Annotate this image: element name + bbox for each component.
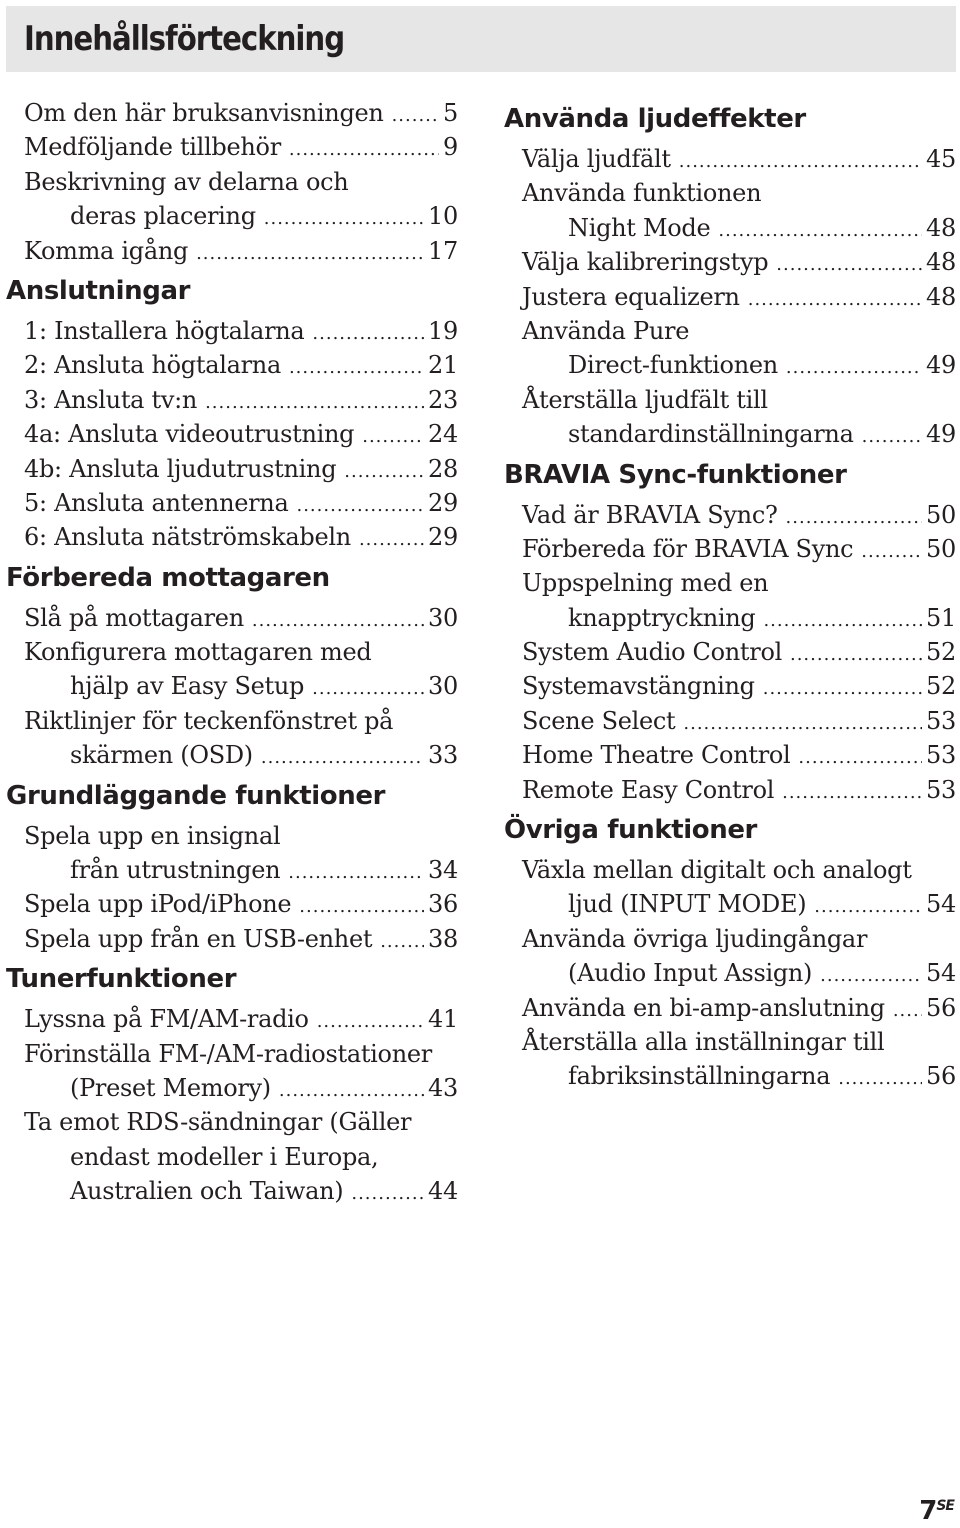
toc-entry-page: 56 [926, 993, 956, 1022]
toc-entry-label: Remote Easy Control [522, 775, 775, 804]
toc-section [6, 96, 458, 268]
dot-leader [351, 1177, 424, 1211]
toc-entry-page: 54 [926, 959, 956, 988]
dot-leader [786, 501, 923, 535]
toc-entry-page: 38 [428, 924, 458, 953]
toc-section [504, 458, 956, 808]
dot-leader [893, 994, 922, 1028]
title-bar [6, 6, 956, 72]
dot-leader [776, 248, 922, 282]
dot-leader [786, 351, 922, 385]
toc-entry-line [504, 532, 956, 566]
toc-entry-label: Konfigurera mottagaren med [24, 638, 372, 667]
toc-entry[interactable] [6, 887, 458, 921]
toc-entry-line [6, 199, 458, 233]
toc-entry-line [6, 669, 458, 703]
toc-entry-line [6, 738, 458, 772]
toc-entry-line [6, 704, 458, 738]
toc-entry-line [6, 314, 458, 348]
toc-section [504, 813, 956, 1094]
toc-entry[interactable] [504, 314, 956, 383]
toc-entry-label: Medföljande tillbehör [24, 133, 281, 162]
toc-entry-label: knapptryckning [568, 603, 756, 632]
toc-entry-line [6, 383, 458, 417]
toc-entry-line [6, 819, 458, 853]
toc-entry-line [6, 417, 458, 451]
toc-entry[interactable] [504, 922, 956, 991]
toc-entry-label: skärmen (OSD) [70, 741, 253, 770]
toc-entry[interactable] [504, 704, 956, 738]
toc-entry-page: 49 [926, 420, 956, 449]
toc-entry-line [6, 1140, 458, 1174]
toc-entry-line [504, 314, 956, 348]
toc-entry-label: hjälp av Easy Setup [70, 672, 305, 701]
toc-entry-line [504, 991, 956, 1025]
dot-leader [380, 925, 424, 959]
toc-entry-line [504, 1059, 956, 1093]
toc-entry[interactable] [504, 532, 956, 566]
toc-entry-label: standardinställningarna [568, 420, 854, 449]
toc-entry-page: 28 [428, 454, 458, 483]
toc-entry-line [6, 1071, 458, 1105]
toc-entry-page: 30 [428, 672, 458, 701]
dot-leader [288, 856, 424, 890]
toc-entry[interactable] [6, 314, 458, 348]
dot-leader [362, 420, 424, 454]
toc-entry[interactable] [6, 234, 458, 268]
toc-entry[interactable] [504, 176, 956, 245]
toc-entry-label: Australien och Taiwan) [70, 1177, 344, 1206]
toc-entry-page: 48 [926, 282, 956, 311]
dot-leader [679, 145, 922, 179]
toc-entry[interactable] [6, 601, 458, 635]
toc-entry-label: 3: Ansluta tv:n [24, 385, 198, 414]
toc-entry[interactable] [504, 498, 956, 532]
toc-entry-label: Växla mellan digitalt och analogt [522, 856, 912, 885]
toc-entry-page: 41 [428, 1005, 458, 1034]
toc-entry-line [6, 635, 458, 669]
dot-leader [763, 604, 922, 638]
toc-entry-page: 49 [926, 351, 956, 380]
dot-leader [798, 741, 922, 775]
toc-entry-line [504, 498, 956, 532]
toc-entry-line [6, 234, 458, 268]
toc-entry-label: 4a: Ansluta videoutrustning [24, 420, 355, 449]
dot-leader [252, 604, 424, 638]
toc-entry-line [504, 601, 956, 635]
toc-entry[interactable] [504, 853, 956, 922]
toc-entry[interactable] [6, 417, 458, 451]
toc-entry-page: 9 [443, 133, 458, 162]
toc-entry-label: Uppspelning med en [522, 569, 769, 598]
toc-entry-label: 2: Ansluta högtalarna [24, 351, 281, 380]
toc-entry-line [6, 887, 458, 921]
toc-entry-label: Använda övriga ljudingångar [522, 924, 868, 953]
toc-section [6, 274, 458, 555]
toc-entry-line [6, 165, 458, 199]
toc-entry[interactable] [504, 383, 956, 452]
toc-section [6, 779, 458, 957]
toc-entry[interactable] [504, 773, 956, 807]
toc-entry[interactable] [504, 1025, 956, 1094]
toc-section [6, 561, 458, 773]
toc-entry[interactable] [6, 452, 458, 486]
toc-entry-line [504, 245, 956, 279]
toc-entry-page: 29 [428, 523, 458, 552]
toc-entry[interactable] [504, 669, 956, 703]
section-heading: Tunerfunktioner [6, 964, 237, 995]
toc-entry[interactable] [504, 991, 956, 1025]
toc-entry-line [6, 853, 458, 887]
toc-entry-line [504, 348, 956, 382]
section-heading: Grundläggande funktioner [6, 780, 386, 811]
toc-entry-label: (Preset Memory) [70, 1073, 271, 1102]
toc-entry-page: 23 [428, 385, 458, 414]
dot-leader [317, 1005, 424, 1039]
dot-leader [296, 489, 424, 523]
toc-entry-page: 50 [926, 500, 956, 529]
toc-entry-line [504, 853, 956, 887]
section-heading: BRAVIA Sync-funktioner [504, 459, 847, 490]
dot-leader [279, 1074, 424, 1108]
toc-entry-label: 4b: Ansluta ljudutrustning [24, 454, 337, 483]
dot-leader [289, 351, 424, 385]
toc-entry-label: Använda funktionen [522, 179, 762, 208]
dot-leader [718, 214, 922, 248]
dot-leader [196, 237, 424, 271]
toc-entry[interactable] [504, 245, 956, 279]
toc-entry-label: Använda en bi-amp-anslutning [522, 993, 885, 1022]
toc-entry-page: 34 [428, 856, 458, 885]
page-number [919, 1496, 954, 1526]
dot-leader [683, 707, 922, 741]
toc-entry-label: Återställa ljudfält till [522, 385, 768, 414]
toc-entry-line [504, 922, 956, 956]
dot-leader [264, 202, 424, 236]
toc-column-right [504, 96, 956, 1094]
toc-entry-line [504, 280, 956, 314]
toc-section [504, 102, 956, 452]
toc-entry[interactable] [6, 1037, 458, 1106]
toc-entry-label: Systemavstängning [522, 672, 755, 701]
toc-entry[interactable] [6, 348, 458, 382]
toc-entry-line [504, 738, 956, 772]
dot-leader [763, 672, 922, 706]
toc-entry-line [504, 176, 956, 210]
toc-entry-label: Night Mode [568, 213, 711, 242]
toc-entry-label: Om den här bruksanvisningen [24, 99, 384, 127]
section-heading: Övriga funktioner [504, 815, 757, 846]
dot-leader [261, 741, 424, 775]
section-heading: Använda ljudeffekter [504, 104, 806, 134]
toc-entry-page: 52 [926, 638, 956, 667]
toc-entry-line [6, 96, 458, 130]
toc-entry-label: 5: Ansluta antennerna [24, 488, 289, 517]
dot-leader [790, 638, 922, 672]
toc-entry-page: 53 [926, 775, 956, 804]
dot-leader [289, 133, 439, 167]
dot-leader [814, 890, 922, 924]
dot-leader [392, 99, 439, 133]
toc-entry-line [6, 1105, 458, 1139]
page-number-value: 7 [919, 1496, 937, 1526]
section-heading: Förbereda mottagaren [6, 562, 330, 593]
toc-entry-line [504, 669, 956, 703]
toc-entry-line [6, 1174, 458, 1208]
toc-entry-line [6, 1002, 458, 1036]
toc-entry-label: Använda Pure [522, 316, 690, 345]
toc-entry-page: 56 [926, 1062, 956, 1091]
toc-entry-page: 24 [428, 420, 458, 449]
toc-entry-page: 48 [926, 213, 956, 242]
toc-entry[interactable] [504, 142, 956, 176]
toc-entry-label: System Audio Control [522, 638, 782, 667]
toc-entry-line [504, 566, 956, 600]
page-title: Innehållsförteckning [24, 19, 345, 59]
toc-entry-label: (Audio Input Assign) [568, 959, 813, 988]
toc-entry-label: Justera equalizern [522, 282, 740, 311]
toc-entry-label: Välja kalibreringstyp [522, 248, 769, 277]
toc-entry-line [6, 520, 458, 554]
toc-entry-label: från utrustningen [70, 856, 281, 885]
toc-entry-page: 21 [428, 351, 458, 380]
toc-entry-page: 51 [926, 603, 956, 632]
toc-entry-line [6, 452, 458, 486]
toc-entry-label: ljud (INPUT MODE) [568, 890, 807, 919]
toc-entry-page: 44 [428, 1177, 458, 1206]
dot-leader [861, 535, 922, 569]
toc-entry-label: Direct-funktionen [568, 351, 778, 380]
toc-entry-page: 29 [428, 488, 458, 517]
toc-entry[interactable] [6, 165, 458, 234]
toc-entry-label: Home Theatre Control [522, 741, 791, 770]
toc-entry-page: 43 [428, 1073, 458, 1102]
toc-entry-label: Förinställa FM-/AM-radiostationer [24, 1039, 432, 1068]
toc-entry-label: Spela upp iPod/iPhone [24, 890, 292, 919]
toc-entry-page: 45 [926, 145, 956, 173]
toc-entry-label: Återställa alla inställningar till [522, 1027, 885, 1056]
toc-entry-page: 54 [926, 890, 956, 919]
toc-entry-line [6, 486, 458, 520]
toc-entry-label: Slå på mottagaren [24, 603, 244, 632]
toc-entry-line [6, 1037, 458, 1071]
dot-leader [299, 890, 424, 924]
toc-section [6, 962, 458, 1208]
toc-entry-line [504, 635, 956, 669]
toc-entry-label: Förbereda för BRAVIA Sync [522, 534, 854, 563]
toc-entry-page: 53 [926, 741, 956, 770]
dot-leader [838, 1062, 922, 1096]
toc-entry-page: 36 [428, 890, 458, 919]
toc-entry-line [6, 922, 458, 956]
dot-leader [862, 420, 922, 454]
toc-entry-line [504, 211, 956, 245]
toc-entry[interactable] [504, 738, 956, 772]
toc-entry-page: 30 [428, 603, 458, 632]
dot-leader [820, 959, 922, 993]
toc-entry[interactable] [6, 486, 458, 520]
toc-entry-page: 17 [428, 236, 458, 265]
toc-entry[interactable] [504, 280, 956, 314]
section-heading: Anslutningar [6, 275, 191, 306]
toc-entry-line [504, 773, 956, 807]
toc-entry-label: Scene Select [522, 706, 676, 735]
toc-entry[interactable] [6, 96, 458, 130]
toc-entry-label: deras placering [70, 202, 256, 231]
page-number-suffix: SE [936, 1498, 954, 1514]
toc-entry-label: 1: Installera högtalarna [24, 316, 305, 345]
dot-leader [205, 386, 424, 420]
toc-entry[interactable] [6, 520, 458, 554]
toc-entry-label: Spela upp från en USB-enhet [24, 924, 373, 953]
toc-entry-line [504, 142, 956, 176]
dot-leader [748, 283, 922, 317]
toc-entry[interactable] [6, 819, 458, 888]
toc-entry-label: fabriksinställningarna [568, 1062, 831, 1091]
toc-entry[interactable] [6, 383, 458, 417]
toc-entry-page: 10 [428, 202, 458, 231]
toc-entry[interactable] [6, 1002, 458, 1036]
toc-entry[interactable] [6, 1105, 458, 1208]
toc-entry-line [6, 601, 458, 635]
toc-entry-label: Välja ljudfält [522, 145, 671, 173]
toc-entry-label: 6: Ansluta nätströmskabeln [24, 523, 351, 552]
toc-column-left [6, 96, 458, 1209]
toc-entry-line [6, 130, 458, 164]
toc-entry[interactable] [6, 704, 458, 773]
toc-entry[interactable] [504, 635, 956, 669]
toc-entry-page: 53 [926, 706, 956, 735]
toc-entry-line [504, 417, 956, 451]
dot-leader [344, 455, 424, 489]
toc-entry-page: 33 [428, 741, 458, 770]
dot-leader [312, 672, 424, 706]
toc-entry-line [504, 704, 956, 738]
toc-entry[interactable] [504, 566, 956, 635]
toc-entry-label: Komma igång [24, 236, 189, 265]
toc-entry-label: Vad är BRAVIA Sync? [522, 500, 778, 529]
toc-entry-label: Ta emot RDS-sändningar (Gäller [24, 1108, 412, 1137]
toc-entry-label: endast modeller i Europa, [70, 1142, 379, 1171]
toc-entry-label: Beskrivning av delarna och [24, 167, 349, 196]
toc-entry-line [504, 956, 956, 990]
dot-leader [312, 317, 424, 351]
dot-leader [782, 776, 922, 810]
toc-entry-label: Riktlinjer för teckenfönstret på [24, 706, 394, 735]
toc-entry-line [504, 1025, 956, 1059]
toc-entry[interactable] [6, 130, 458, 164]
toc-entry-page: 19 [428, 316, 458, 345]
toc-entry-label: Spela upp en insignal [24, 821, 281, 850]
toc-entry-page: 48 [926, 248, 956, 277]
toc-entry-label: Lyssna på FM/AM-radio [24, 1005, 309, 1034]
toc-entry[interactable] [6, 922, 458, 956]
dot-leader [359, 523, 424, 557]
toc-entry-page: 52 [926, 672, 956, 701]
toc-entry-page: 5 [443, 99, 458, 127]
toc-entry-line [6, 348, 458, 382]
toc-entry[interactable] [6, 635, 458, 704]
toc-entry-line [504, 383, 956, 417]
toc-entry-line [504, 887, 956, 921]
toc-entry-page: 50 [926, 534, 956, 563]
